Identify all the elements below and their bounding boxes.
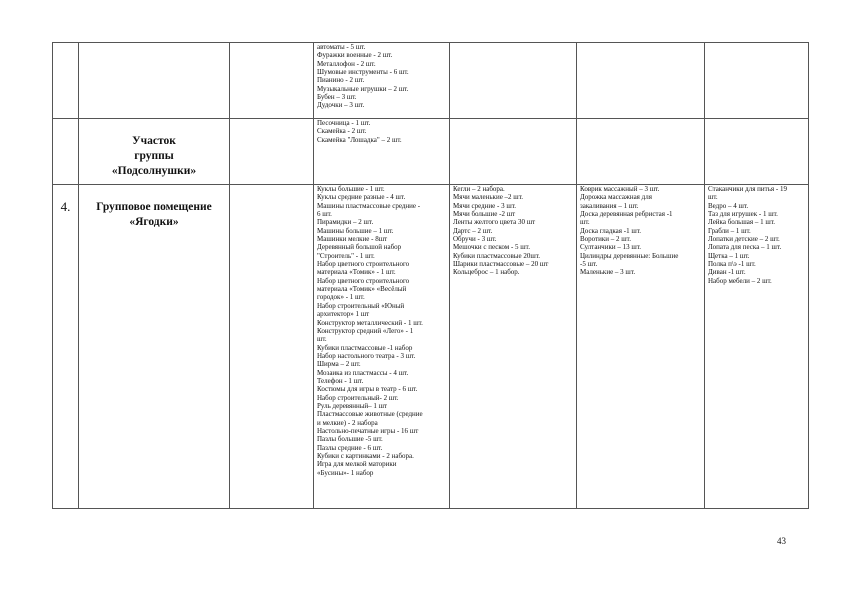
sports-item: Дартс – 2 шт. — [453, 226, 493, 235]
room-name-line: Групповое помещение — [96, 201, 212, 213]
health-item: закаливания – 1 шт. — [580, 201, 639, 210]
table-row-continuation — [53, 43, 809, 119]
equipment-item: Машинки мелкие - 8шт — [317, 235, 388, 244]
equipment-item: архитектор» 1 шт — [317, 310, 370, 319]
equipment-item: Пирамидки – 2 шт. — [317, 218, 374, 227]
equipment-cell — [314, 119, 450, 185]
sports-cell — [450, 185, 577, 509]
household-item: Грабли – 1 шт. — [708, 226, 751, 235]
equipment-item: "Строитель" - 1 шт. — [317, 251, 375, 260]
equipment-item: Конструктор металлический - 1 шт. — [317, 318, 423, 327]
equipment-item: Куклы средние разные - 4 шт. — [317, 193, 406, 202]
equipment-item: Набор цветного строительного — [317, 260, 410, 269]
health-item: Маленькие – 3 шт. — [580, 268, 636, 277]
equipment-item: шт. — [317, 335, 327, 344]
health-item: Коврик массажный – 3 шт. — [580, 185, 660, 193]
equipment-item: Песочница - 1 шт. — [317, 119, 371, 127]
household-cell — [705, 185, 809, 509]
row-number: 4. — [60, 199, 71, 214]
equipment-item: Металлофон - 2 шт. — [317, 59, 376, 68]
sports-item: Мячи маленькие –2 шт. — [453, 193, 523, 202]
sports-item: Кегли – 2 набора. — [453, 185, 505, 193]
equipment-item: автоматы - 5 шт. — [317, 43, 366, 51]
sports-item: Обручи - 3 шт. — [453, 235, 497, 244]
empty-cell — [230, 119, 314, 185]
sports-cell — [450, 119, 577, 185]
equipment-item: Набор строительный «Юный — [317, 301, 405, 310]
equipment-item: Конструктор средний «Лего» - 1 — [317, 326, 414, 335]
household-item: Лопатки детские – 2 шт. — [708, 235, 780, 244]
health-item: Султанчики – 13 шт. — [580, 243, 642, 252]
household-item: Таз для игрушек - 1 шт. — [708, 210, 778, 219]
room-name-line: «Ягодки» — [129, 216, 179, 228]
household-item: Лейка большая – 1 шт. — [708, 218, 775, 227]
household-cell — [705, 43, 809, 119]
health-item: Воротики – 2 шт. — [580, 235, 631, 244]
equipment-item: Деревянный большой набор — [317, 243, 402, 252]
row-number-cell — [53, 185, 79, 509]
table-row-yagodki — [53, 185, 809, 509]
sports-item: Шарики пластмассовые – 20 шт — [453, 260, 549, 269]
equipment-item: Пластмассовые животные (средние — [317, 410, 423, 419]
equipment-item: 6 шт. — [317, 210, 332, 219]
equipment-item: Кубики с картинками - 2 набора. — [317, 452, 414, 460]
equipment-item: Скамейка "Лошадка" – 2 шт. — [317, 135, 402, 144]
equipment-item: Телефон - 1 шт. — [317, 376, 364, 385]
equipment-item: Игра для мелкой маторики — [317, 460, 397, 469]
equipment-item: Скамейка - 2 шт. — [317, 127, 367, 136]
health-cell — [577, 185, 705, 509]
page-number: 43 — [777, 536, 786, 546]
empty-cell — [230, 185, 314, 509]
equipment-item: Кубики пластмассовые -1 набор — [317, 343, 413, 352]
equipment-item: Набор строительный- 2 шт. — [317, 393, 399, 402]
sports-item: Мячи большие -2 шт — [453, 210, 516, 219]
health-item: Дорожка массажная для — [580, 193, 652, 202]
equipment-item: материала «Томик» «Весёлый — [317, 285, 407, 294]
household-item: Лопата для песка – 1 шт. — [708, 243, 782, 252]
equipment-item: Пианино - 2 шт. — [317, 76, 365, 85]
sports-item: Кубики пластмассовые 20шт. — [453, 251, 541, 260]
empty-cell — [230, 43, 314, 119]
equipment-item: Куклы большие - 1 шт. — [317, 185, 385, 193]
equipment-cell — [314, 43, 450, 119]
equipment-item: Набор настольного театра - 3 шт. — [317, 351, 416, 360]
household-item: Диван -1 шт. — [708, 268, 746, 277]
room-name-line: Участок — [132, 135, 176, 147]
health-cell — [577, 43, 705, 119]
household-item: Стаканчики для питья - 19 — [708, 185, 787, 193]
equipment-item: Машины большие – 1 шт. — [317, 226, 394, 235]
room-name-cell — [79, 185, 230, 509]
health-item: Цилиндры деревянные: Большие — [580, 251, 679, 260]
equipment-item: Бубен – 3 шт. — [317, 93, 357, 102]
health-item: Доска гладкая -1 шт. — [580, 226, 642, 235]
health-cell — [577, 119, 705, 185]
household-item: Набор мебели – 2 шт. — [708, 276, 772, 285]
household-cell — [705, 119, 809, 185]
room-name-line: «Подсолнушки» — [111, 165, 197, 177]
equipment-item: Мозаика из пластмассы - 4 шт. — [317, 368, 409, 377]
row-number-cell — [53, 43, 79, 119]
equipment-item: Пазлы средние - 6 шт. — [317, 443, 383, 452]
health-item: шт. — [580, 218, 590, 227]
health-item: Доска деревянная ребристая -1 — [580, 210, 673, 219]
row-number-cell — [53, 119, 79, 185]
equipment-item: Фуражки военные - 2 шт. — [317, 51, 393, 60]
equipment-item: Пазлы большие -5 шт. — [317, 435, 383, 444]
inventory-table — [52, 42, 809, 509]
sports-item: Мячи средние - 3 шт. — [453, 201, 516, 210]
equipment-item: и мелкие) - 2 набора — [317, 418, 378, 427]
room-name-line: группы — [134, 150, 174, 162]
household-item: шт. — [708, 193, 718, 202]
equipment-item: Настольно-печатные игры - 16 шт — [317, 426, 419, 435]
equipment-item: Ширма – 2 шт. — [317, 360, 361, 369]
equipment-item: Руль деревянный– 1 шт — [317, 401, 388, 410]
sports-item: Мешочки с песком - 5 шт. — [453, 243, 530, 252]
household-item: Ведро – 4 шт. — [708, 201, 749, 210]
sports-cell — [450, 43, 577, 119]
equipment-item: Музыкальные игрушки – 2 шт. — [317, 84, 409, 93]
equipment-item: Дудочки – 3 шт. — [317, 101, 365, 110]
equipment-cell — [314, 185, 450, 509]
equipment-item: «Бусины»- 1 набор — [317, 468, 374, 477]
equipment-item: Набор цветного строительного — [317, 276, 410, 285]
sports-item: Ленты желтого цвета 30 шт — [453, 218, 536, 227]
equipment-item: Костюмы для игры в театр - 6 шт. — [317, 385, 418, 394]
household-item: Полка п\э -1 шт. — [708, 260, 756, 269]
equipment-item: городок» - 1 шт. — [317, 293, 365, 302]
equipment-item: Шумовые инструменты - 6 шт. — [317, 68, 409, 77]
household-item: Щетка – 1 шт. — [708, 251, 750, 260]
health-item: -5 шт. — [580, 260, 598, 269]
equipment-item: материала «Томик» - 1 шт. — [317, 268, 396, 277]
sports-item: Кольцеброс – 1 набор. — [453, 268, 520, 277]
room-name-cell — [79, 43, 230, 119]
room-name-cell — [79, 119, 230, 185]
equipment-item: Машины пластмассовые средние - — [317, 201, 421, 210]
table-row-podsolnushki — [53, 119, 809, 185]
